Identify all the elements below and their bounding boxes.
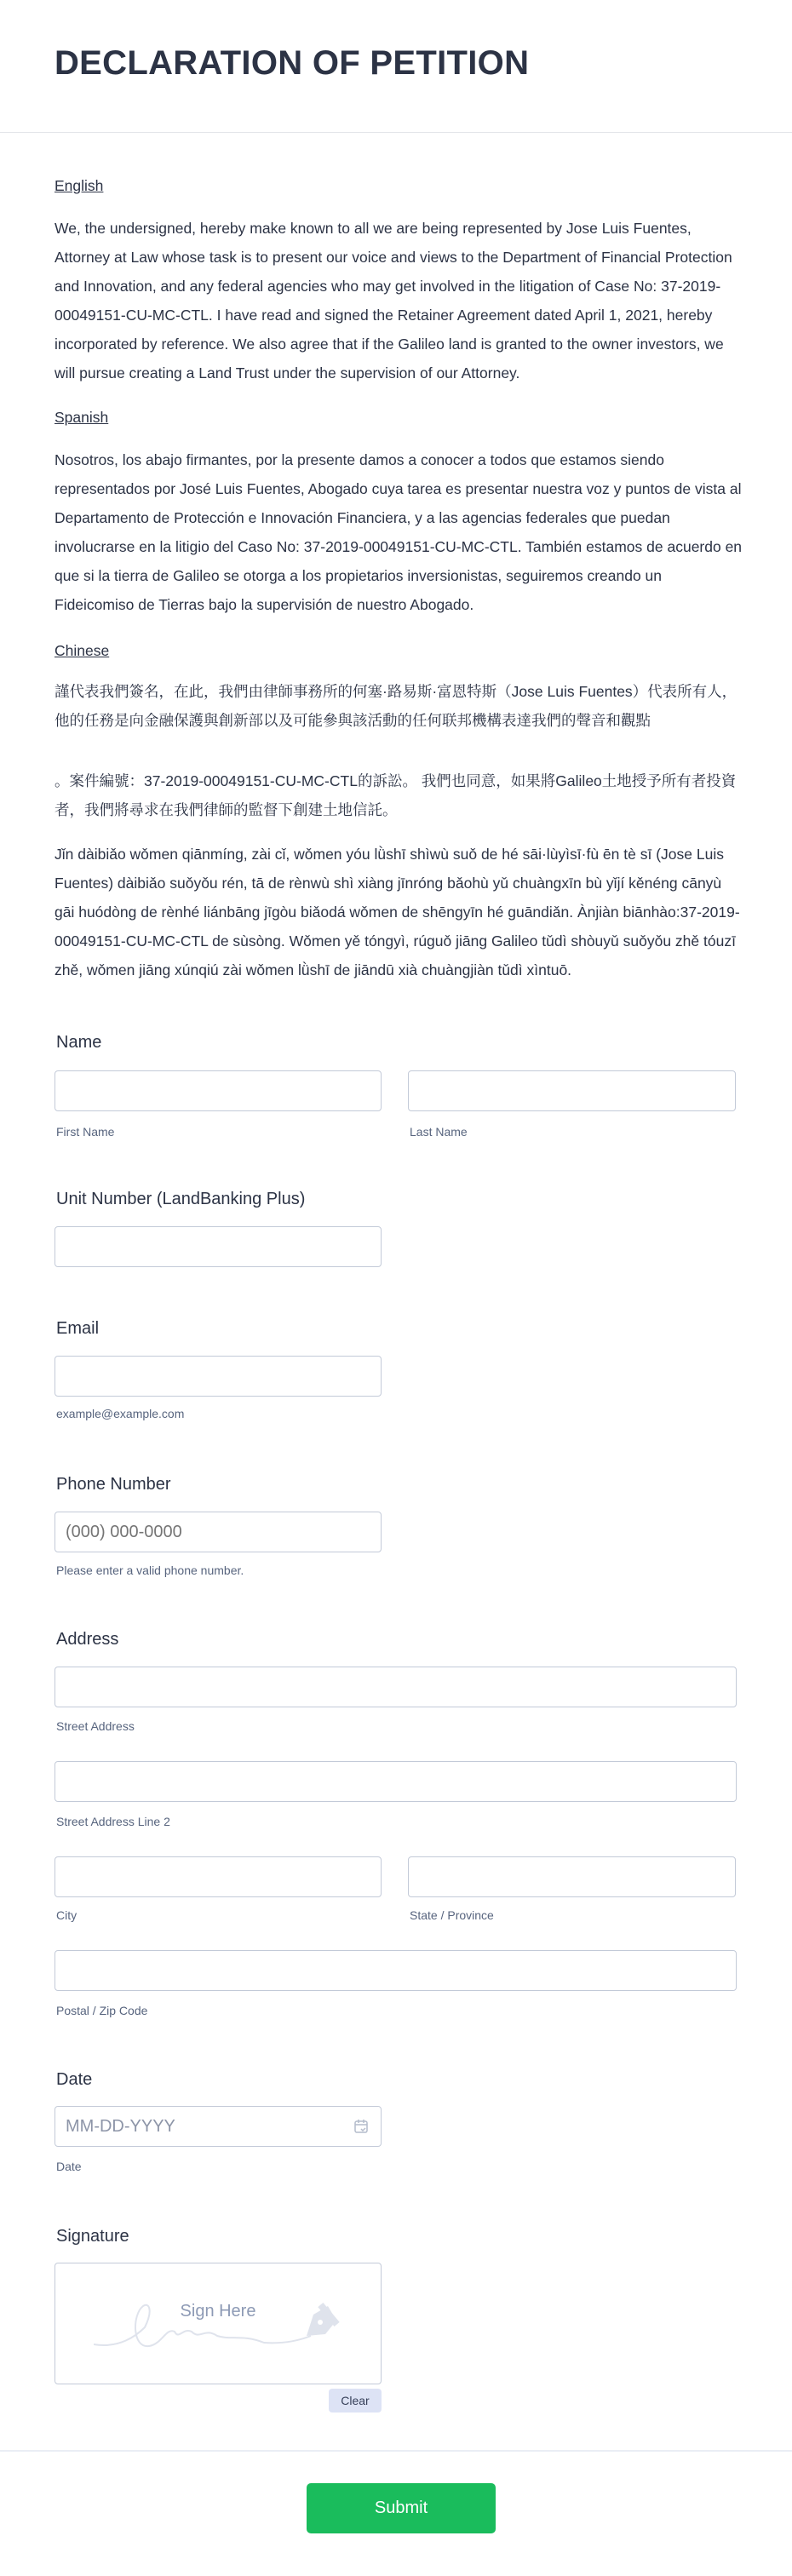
name-label: Name: [56, 1033, 102, 1052]
chinese-text-1: 謹代表我們簽名，在此，我們由律師事務所的何塞·路易斯·富恩特斯（Jose Luis Fuentes）代表所有人，他的任務是向金融保護與創新部以及可能參與該活動的任何联邦機構表達我們的聲音和觀點: [55, 683, 737, 729]
phone-sublabel: Please enter a valid phone number.: [56, 1563, 244, 1577]
chinese-heading: Chinese: [55, 642, 110, 659]
first-name-sublabel: First Name: [56, 1125, 115, 1139]
footer-divider: [0, 2450, 792, 2452]
pinyin-text: Jǐn dàibiǎo wǒmen qiānmíng, zài cǐ, wǒmen yóu lǜshī shìwù suǒ de hé sāi·lùyìsī·fù ēn tè sī (Jose Luis Fuentes) dàibiǎo suǒyǒu rén, tā de rènwù shì xiàng jīnróng bǎohù yǔ chuàngxīn bù yǐjí kěnéng cānyù gāi huódòng de rènhé liánbāng jīgòu biǎodá wǒmen de shēngyīn hé guāndiǎn. Ànjiàn biānhào:37-2019- 00049151-CU-MC-CTL de sùsòng. Wǒmen yě tóngyì, rúguǒ jiāng Galileo tǔdì shòuyǔ suǒyǒu zhě tóuzī zhě, wǒmen jiāng xúnqiú zài wǒmen lǜshī de jiāndū xià chuàngjiàn tǔdì xìntuō.: [55, 846, 740, 978]
date-sublabel: Date: [56, 2160, 82, 2173]
city-input[interactable]: [55, 1856, 382, 1897]
english-heading: English: [55, 177, 104, 194]
street-address-sublabel: Street Address: [56, 1719, 135, 1733]
postal-code-input[interactable]: [55, 1950, 737, 1991]
spanish-heading: Spanish: [55, 409, 109, 426]
email-input[interactable]: [55, 1356, 382, 1397]
english-text: We, the undersigned, hereby make known to all we are being represented by Jose Luis Fuentes, Attorney at Law whose task is to present our voice and views to the Department of Financial Protection and Innovation, and any federal agencies who may get involved in the litigation of Case No: 37-2019- 00049151-CU-MC-CTL. I have read and signed the Retainer Agreement dated April 1, 2021, hereby incorporated by reference. We also agree that if the Galileo land is granted to the owner investors, we will pursue creating a Land Trust under the supervision of our Attorney.: [55, 220, 732, 382]
state-input[interactable]: [408, 1856, 736, 1897]
street-address-2-sublabel: Street Address Line 2: [56, 1815, 170, 1828]
city-sublabel: City: [56, 1908, 77, 1922]
calendar-icon[interactable]: [353, 2119, 369, 2134]
page-title: DECLARATION OF PETITION: [55, 44, 530, 82]
signature-pad[interactable]: [55, 2263, 382, 2384]
email-sublabel: example@example.com: [56, 1407, 185, 1420]
street-address-2-input[interactable]: [55, 1761, 737, 1802]
signature-pen-icon: [94, 2302, 341, 2357]
submit-button[interactable]: Submit: [307, 2483, 496, 2533]
postal-code-sublabel: Postal / Zip Code: [56, 2004, 148, 2017]
date-label: Date: [56, 2070, 93, 2089]
first-name-input[interactable]: [55, 1070, 382, 1111]
unit-number-input[interactable]: [55, 1226, 382, 1267]
state-sublabel: State / Province: [410, 1908, 494, 1922]
phone-input[interactable]: [55, 1512, 382, 1552]
last-name-input[interactable]: [408, 1070, 736, 1111]
date-input[interactable]: [55, 2106, 382, 2147]
phone-label: Phone Number: [56, 1475, 171, 1494]
sign-here-text: Sign Here: [180, 2302, 256, 2321]
signature-label: Signature: [56, 2227, 129, 2246]
clear-signature-button[interactable]: Clear: [329, 2389, 382, 2412]
unit-number-label: Unit Number (LandBanking Plus): [56, 1190, 306, 1208]
street-address-input[interactable]: [55, 1667, 737, 1707]
spanish-text: Nosotros, los abajo firmantes, por la presente damos a conocer a todos que estamos siendo representados por José Luis Fuentes, Abogado cuya tarea es presentar nuestra voz y puntos de vista al Departamento de Protección e Innovación Financiera, y a las agencias federales que puedan involucrarse en la litigio del Caso No: 37-2019-00049151-CU-MC-CTL. También estamos de acuerdo en que si la tierra de Galileo se otorga a los propietarios inversionistas, seguiremos creando un Fideicomiso de Tierras bajo la supervisión de nuestro Abogado.: [55, 451, 743, 613]
header: [0, 0, 792, 133]
address-label: Address: [56, 1630, 119, 1649]
email-label: Email: [56, 1319, 100, 1338]
last-name-sublabel: Last Name: [410, 1125, 468, 1139]
chinese-text-2: 。案件編號：37-2019-00049151-CU-MC-CTL的訴訟。 我們也同意，如果將Galileo土地授予所有者投資者，我們將尋求在我們律師的監督下創建土地信託。: [55, 772, 737, 818]
date-placeholder: MM-DD-YYYY: [66, 2117, 175, 2136]
